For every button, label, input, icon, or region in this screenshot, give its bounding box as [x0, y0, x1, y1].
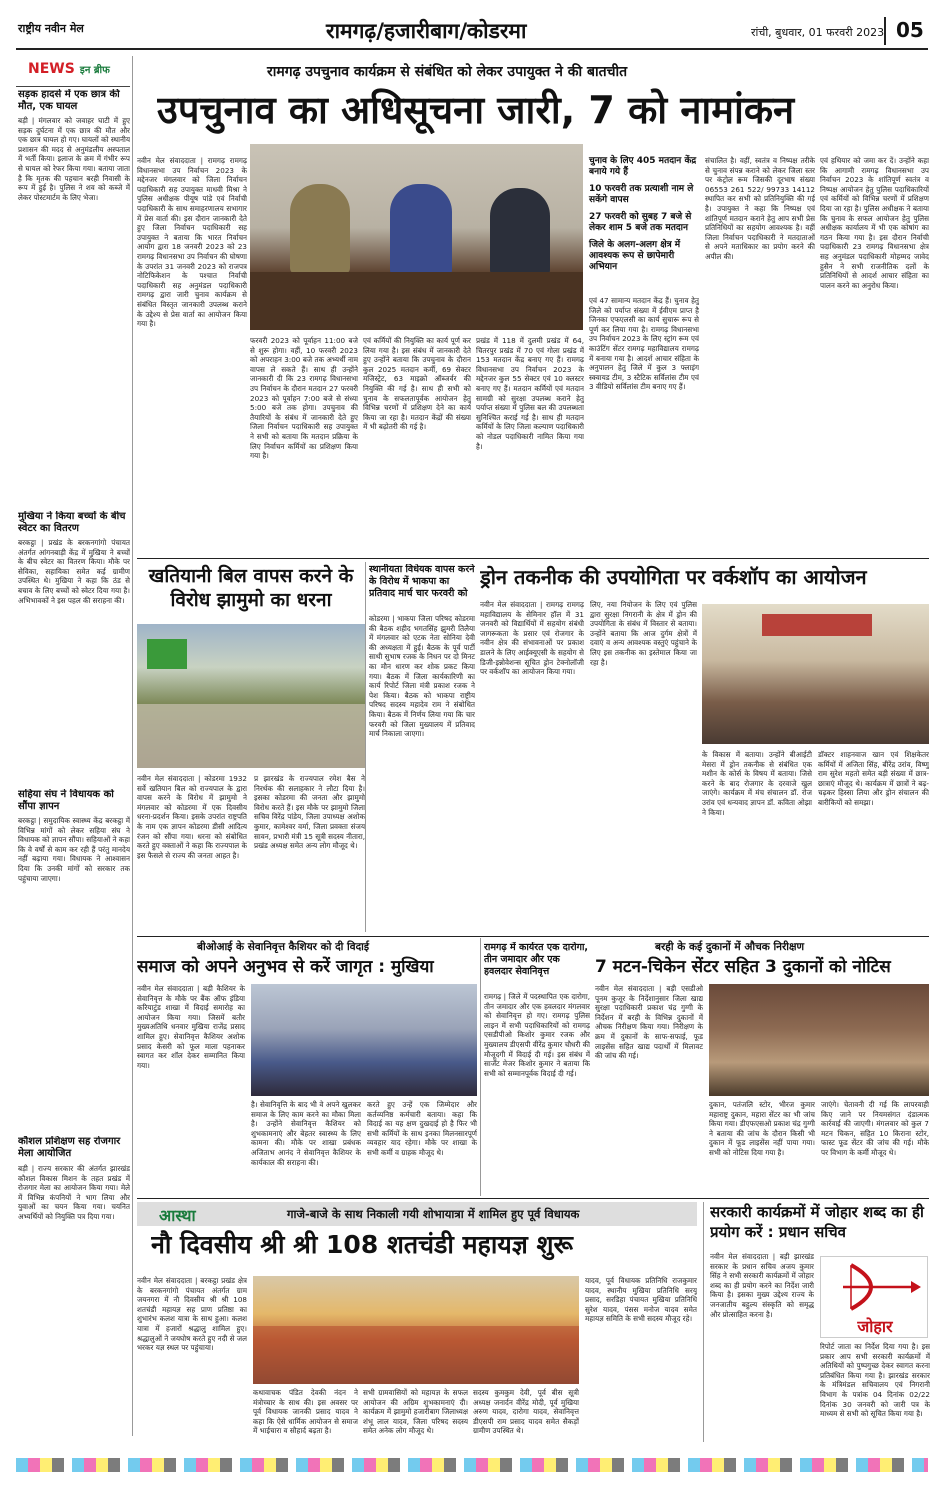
johar-logo — [820, 1256, 928, 1338]
meat-col-2: दुकान, पतंजलि स्टोर, भीरज कुमार महाराष्ट्र दुकान, महारा सेंटर का भी जांच किया गया। डीएफएसओ प्रकाश चंद्र गुग्गी ने बताया की जांच के दौरान किसी भी दुकान में फूड लाइसेंस नहीं पाया गया। सभी को नोटिस दिया गया है। — [709, 1100, 815, 1157]
meat-headline: 7 मटन-चिकेन सेंटर सहित 3 दुकानों को नोटिस — [595, 957, 891, 977]
drone-col-1: नवीन मेल संवाददाता | रामगढ़ रामगढ़ महाविद्यालय के सेमिनार हॉल में 31 जनवरी को विद्यार्थियों में सहयोग संबंधी जागरूकता के प्रसार एवं रोजगार के नवीन क्षेत्र की संभावनाओं पर प्रकाश डालने के लिए आईक्यूएसी के सहयोग से डिजी-इन्नोवेशन्स सूचित ड्रोन टेक्नोलॉजी पर वर्कशॉप का आयोजन किया गया। — [480, 600, 584, 677]
boi-col-3: करते हुए उन्हें एक जिम्मेदार और कर्तव्यनिष्ठ कर्मचारी बताया। कहा कि विदाई का यह क्षण दुखदाई हो है फिर भी सभी कर्मियों के साथ इनका मिलनसारपूर्ण व्यवहार याद रहेगा। मौके पर शाखा के सभी कर्मी व ग्राहक मौजूद थे। — [367, 1100, 477, 1157]
lead-col-2: फरवरी 2023 को पूर्वाहन 11:00 बजे से शुरू होगा। वहीं, 10 फरवरी 2023 को अपराहन 3:00 बजे तक अभ्यर्थी नाम वापस ले सकते हैं। साथ ही उन्होंने जानकारी दी कि 23 रामगढ़ विधानसभा उप निर्वाचन के दौरान मतदान 27 फरवरी 2023 को पूर्वाहन 7:00 बजे से संध्या 5:00 बजे तक होगा। उपचुनाव की तैयारियों के संबंध में जानकारी देते हुए जिला निर्वाचन पदाधिकारी सह उपायुक्त ने सभी को बताया कि मतदान प्रक्रिया के लिए निर्वाचन कर्मियों का प्रशिक्षण किया गया है। — [250, 336, 358, 461]
drone-col-2: लिए, नया नियोजन के लिए एवं पुलिस द्वारा सुरक्षा निगरानी के क्षेत्र में ड्रोन की उपयोगिता के संबंध में विस्तार से बताया। उन्होंने बताया कि आज दुर्गम क्षेत्रों में दवाएं व अन्य आवश्यक वस्तुएं पहुंचाने के लिए इस तकनीक का इस्तेमाल किया जा रहा है। — [590, 600, 697, 667]
bhakpa-headline: स्थानीयता विधेयक वापस करने के विरोध में भाकपा का प्रतिवाद मार्च चार फरवरी को — [369, 564, 475, 599]
khatiyani-col-1: नवीन मेल संवाददाता | कोडरमा 1932 सर्वे खतियान बिल को राज्यपाल के द्वारा वापस करने के विरोध में झामुमो ने मंगलवार को कोडरमा में एक दिवसीय धरना-प्रदर्शन किया। इसके उपरांत राष्ट्रपति के नाम एक ज्ञापन कोडरमा डीसी आदित्य रंजन को सौंपा गया। धरना को संबोधित करते हुए वक्ताओं ने कहा कि राज्यपाल के इस फैसले से राज्य की जनता आहत है। — [137, 774, 247, 860]
lead-story — [137, 56, 929, 556]
brief-label: इन ब्रीफ — [79, 65, 110, 76]
officer-figure-1 — [290, 184, 350, 274]
officer-figure-3 — [490, 188, 550, 276]
lead-side-heads — [589, 156, 699, 273]
boi-col-2: है। सेवानिवृत्ति के बाद भी वे अपने खुलकर समाज के लिए काम करने का मौका मिला है। उन्होंने सेवानिवृत्त कैशियर को शुभकामनाएं और बेहतर स्वास्थ्य के लिए कामना की। मौके पर शाखा प्रबंधक अजिताभ आनंद ने सेवानिवृत्त कैशियर के कार्यकाल की सराहना की। — [251, 1100, 361, 1167]
bhakpa-text: कोडरमा | भाकपा जिला परिषद कोडरमा की बैठक शहीद भगतसिंह झुमरी तिलैया में मंगलवार को एटक नेता सोनिया देवी की अध्यक्षता में हुई। बैठक के पूर्व पार्टी साथी सुभाष रजक के निधन पर दो मिनट का मौन धारण कर शोक प्रकट किया गया। बैठक में जिला कार्यकारिणी का कार्य रिपोर्ट जिला मंत्री प्रकाश रजक ने पेश किया। बैठक को भाकपा राष्ट्रीय परिषद सदस्य महादेव राम ने संबोधित किया। बैठक में निर्णय लिया गया कि चार फरवरी को जिला मुख्यालय में प्रतिवाद मार्च निकाला जाएगा। — [369, 614, 475, 739]
meat-kicker: बरही के कई दुकानों में औचक निरीक्षण — [655, 941, 805, 953]
news-brief-badge — [28, 58, 110, 77]
lead-col-6: संचालित है। वहीं, स्वतंत्र व निष्पक्ष तरीके से चुनाव संपन्न कराने को लेकर जिला स्तर पर कंट्रोल रूम जिसकी दूरभाष संख्या 06553 261 522/ 99733 14112 स्थापित कर सभी को प्रतिनियुक्ति की गई है। उपायुक्त ने कहा कि निष्पक्ष एवं शांतिपूर्ण मतदान कराने हेतु आप सभी प्रेस प्रतिनिधियों का सहयोग आवश्यक है। वहीं जिला निर्वाचन पदाधिकारी ने मतदाताओं से अपने मताधिकार का प्रयोग करने की अपील की। — [705, 156, 815, 261]
divider — [137, 1198, 929, 1199]
divider — [137, 558, 929, 559]
story-khatiyani — [137, 562, 365, 932]
aastha-col-5: यादव, पूर्व विधायक प्रतिनिधि राजकुमार यादव, स्थानीय मुखिया प्रतिनिधि सरयू प्रसाद, सरडिहा पंचायत मुखिया प्रतिनिधि सुरेश यादव, पंसस मनोज यादव समेत महायज्ञ समिति के सभी सदस्य मौजूद रहे। — [585, 1276, 697, 1324]
lead-col-1: नवीन मेल संवाददाता | रामगढ़ रामगढ़ विधानसभा उप निर्वाचन 2023 के मद्देनजर मंगलवार को जिला निर्वाचन पदाधिकारी सह उपायुक्त माधवी मिश्रा ने पुलिस अधीक्षक पीयूष पांडे एवं निर्वाची पदाधिकारी के साथ समाहरणालय सभागार में प्रेस वार्ता की। इस दौरान जानकारी देते हुए जिला निर्वाचन पदाधिकारी सह उपायुक्त ने बताया कि भारत निर्वाचन आयोग द्वारा 18 जनवरी 2023 को 23 रामगढ़ विधानसभा उप निर्वाचन की घोषणा के उपरांत 31 जनवरी 2023 को राजपत्र नोटिफिकेशन के पश्चात निर्वाची पदाधिकारी सह अनुमंडल पदाधिकारी रामगढ़ द्वारा जारी चुनाव कार्यक्रम से संबंधित विस्तृत जानकारी उपलब्ध कराने के उद्देश्य से प्रेस वार्ता का आयोजन किया गया है। — [137, 156, 247, 329]
meat-col-1: नवीन मेल संवाददाता | बड़ी एसडीओ पूनम कुजूर के निर्देशानुसार जिला खाद्य सुरक्षा पदाधिकारी प्रकाश चंद्र गुग्गी के निर्देशन में बरही के विभिन्न दुकानों में औचक निरीक्षण किया गया। निरीक्षण के क्रम में दुकानों के साफ-सफाई, फूड लाइसेंस सहित खाद्य पदार्थों में मिलावट की जांच की गई। — [595, 984, 703, 1061]
story-drone — [480, 562, 929, 932]
drone-col-4: डॉक्टर शाहनवाज खान एवं शिक्षकेतर कर्मियों में अजिता सिंह, बीरेंद्र उरांव, विष्णु राम सुरेश महतो समेत बड़ी संख्या में छात्र-छात्राएं मौजूद थे। कार्यक्रम में छात्रों ने बढ़-चढ़कर हिस्सा लिया और ड्रोन संचालन की बारीकियों को समझा। — [818, 750, 929, 807]
aastha-col-2: कथावाचक पंडित देवकी नंदन ने मंत्रोच्चार के साथ की। इस अवसर पर पूर्व विधायक जानकी प्रसाद यादव ने कहा कि ऐसे धार्मिक आयोजन से समाज में भाईचारा व सौहार्द बढ़ता है। — [253, 1388, 358, 1436]
brief-head-4: कौशल प्रशिक्षण सह रोजगार मेला आयोजित — [18, 1136, 121, 1159]
aastha-kicker: गाजे-बाजे के साथ निकाली गयी शोभायात्रा में शामिल हुए पूर्व विधायक — [287, 1207, 580, 1221]
brief-text-3: बरकट्ठा | समुदायिक स्वास्थ्य केंद्र बरकट्ठा में विभिन्न मांगों को लेकर सहिया संघ ने विधायक को ज्ञापन सौंपा। सहियाओं ने कहा कि वे वर्षों से काम कर रही हैं परंतु मानदेय नहीं बढ़ाया गया। विधायक ने आश्वासन दिया कि उनकी मांगों को सरकार तक पहुंचाया जाएगा। — [18, 816, 130, 883]
johar-headline: सरकारी कार्यक्रमों में जोहार शब्द का ही प्रयोग करें : प्रधान सचिव — [710, 1203, 924, 1241]
aastha-label: आस्था — [159, 1206, 196, 1225]
side-head-2: 10 फरवरी तक प्रत्याशी नाम ले सकेंगे वापस — [589, 184, 694, 205]
workshop-banner — [762, 614, 872, 636]
protest-crowd — [137, 704, 365, 768]
side-head-4: जिले के अलग-अलग क्षेत्र में आवश्यक रूप से छापेमारी अभियान — [589, 240, 681, 272]
page-number: 05 — [896, 18, 924, 42]
officer-figure-2 — [390, 184, 452, 276]
story-police-retire — [480, 938, 590, 1196]
story-aastha — [137, 1202, 697, 1442]
brief-head-1: सड़क हादसे में एक छात्र की मौत, एक घायल — [18, 89, 120, 112]
dateline: रांची, बुधवार, 01 फरवरी 2023 — [751, 26, 885, 39]
side-head-1: चुनाव के लिए 405 मतदान केंद्र बनाये गये हैं — [589, 156, 697, 177]
registration-bar — [16, 1458, 928, 1472]
aastha-col-1: नवीन मेल संवाददाता | बरकट्ठा प्रखंड क्षेत्र के बरकनगांगो पंचायत अंतर्गत ग्राम जयनगरा में नौ दिवसीय श्री श्री 108 शतचंडी महायज्ञ सह प्राण प्रतिष्ठा का शुभारंभ कलश यात्रा के साथ हुआ। कलश यात्रा में हजारों श्रद्धालु शामिल हुए। श्रद्धालुओं ने जयघोष करते हुए नदी से जल भरकर यज्ञ स्थल पर पहुंचाया। — [137, 1276, 247, 1353]
drone-headline: ड्रोन तकनीक की उपयोगिता पर वर्कशॉप का आयोजन — [480, 565, 867, 589]
story-bhakpa — [365, 562, 475, 932]
police-retire-headline: रामगढ़ में कार्यरत एक दारोगा, तीन जमादार और एक हवलदार सेवानिवृत्त — [484, 942, 589, 977]
lead-col-4: प्रखंड में 118 में दुलमी प्रखंड में 64, चितरपुर प्रखंड में 70 एवं गोला प्रखंड में 153 मतदान केंद्र बनाए गए हैं। रामगढ़ विधानसभा उप निर्वाचन 2023 के मद्देनजर कुल 55 सेक्टर एवं 10 क्लस्टर बनाए गए हैं। मतदान कर्मियों एवं मतदान सामग्री को सुरक्षा उपलब्ध कराने हेतु पर्याप्त संख्या में पुलिस बल की उपलब्धता सुनिश्चित कराई गई है। साथ ही मतदान कर्मियों के लिए जिला कल्याण पदाधिकारी को नोडल पदाधिकारी नामित किया गया है। — [476, 336, 584, 451]
story-boi — [137, 938, 477, 1196]
divider — [137, 936, 929, 937]
inspection-photo — [709, 984, 929, 1096]
brief-text-2: बरकट्ठा | प्रखंड के बरकनगांगो पंचायत अंतर्गत आंगनबाड़ी केंद्र में मुखिया ने बच्चों के बीच स्वेटर का वितरण किया। मौके पर सेविका, सहायिका समेत कई ग्रामीण उपस्थित थे। मुखिया ने कहा कि ठंड से बचाव के लिए बच्चों को स्वेटर दिया गया है। अभिभावकों ने इस पहल की सराहना की। — [18, 538, 130, 605]
lead-col-3: एवं कर्मियों की नियुक्ति का कार्य पूर्ण कर लिया गया है। इस संबंध में जानकारी देते हुए उन्होंने बताया कि उपचुनाव के दौरान कुल 2025 मतदान कर्मी, 69 सेक्टर मजिस्ट्रेट, 63 माइक्रो ऑब्जर्वर की नियुक्ति की गई है। साथ ही सभी को चुनाव के सफलतापूर्वक आयोजन हेतु विभिन्न चरणों में प्रशिक्षण देने का कार्य किया जा रहा है। मतदान केंद्रों की संख्या में भी बढ़ोतरी की गई है। — [363, 336, 471, 432]
aastha-col-3: सभी ग्रामवासियों को महायज्ञ के सफल आयोजन की अग्रिम शुभकामनाएं दी। कार्यक्रम में झामुमो हजारीबाग जिलाध्यक्ष शंभू लाल यादव, जिला परिषद सदस्य समेत अनेक लोग मौजूद थे। — [363, 1388, 468, 1436]
procession-crowd — [253, 1326, 579, 1384]
lead-col-5: एवं 47 सामान्य मतदान केंद्र हैं। चुनाव हेतु जिले को पर्याप्त संख्या में ईवीएम प्राप्त है जिनका एफएलसी का कार्य सुचारू रूप से पूर्ण कर लिया गया है। रामगढ़ विधानसभा उप निर्वाचन 2023 के लिए स्ट्रांग रूम एवं काउंटिंग सेंटर रामगढ़ महाविद्यालय रामगढ़ में बनाया गया है। आदर्श आचार संहिता के अनुपालन हेतु जिले में कुल 3 फ्लाइंग स्क्वायड टीम, 3 स्टैटिक सर्विलांस टीम एवं 3 वीडियो सर्विलांस टीम बनाए गए हैं। — [589, 296, 699, 392]
section-title: रामगढ़/हजारीबाग/कोडरमा — [326, 19, 527, 43]
boi-col-1: नवीन मेल संवाददाता | बड़ी कैशियर के सेवानिवृत्त के मौके पर बैंक ऑफ इंडिया करियाटुंड शाखा में विदाई समारोह का आयोजन किया गया। जिसमें बतौर मुख्यअतिथि धनवार मुखिया राजेंद्र प्रसाद शामिल हुए। सेवानिवृत्त कैशियर अशोक प्रसाद केसरी को फूल माला पहनाकर स्वागत कर शॉल देकर सम्मानित किया गया। — [137, 984, 245, 1070]
shobhayatra-photo — [253, 1276, 579, 1384]
brief-head-3: सहिया संघ ने विधायक को सौंपा ज्ञापन — [18, 789, 114, 812]
protest-flags — [147, 639, 187, 669]
story-meat-shops — [595, 938, 929, 1196]
aastha-col-4: सदस्य कुमकुम देवी, पूर्व बीस सूत्री अध्यक्ष जनार्दन वीरेंद्र मोदी, पूर्व मुखिया अरुण यादव, दारोगा यादव, सेवानिवृत्त डीएसपी राम प्रसाद यादव समेत सैकड़ों ग्रामीण उपस्थित थे। — [473, 1388, 579, 1436]
khatiyani-headline: खतियानी बिल वापस करने के विरोध झामुमो का धरना — [148, 565, 354, 611]
meat-col-3: जाएंगे। चेतावनी दी गई कि लापरवाही किए जाने पर नियमसंगत दंडात्मक कार्रवाई की जाएगी। मंगलवार को कुल 7 मटन चिकन, सहित 10 किराना स्टोर, फास्ट फूड सेंटर की जांच की गई। मौके पर विभाग के कर्मी मौजूद थे। — [821, 1100, 929, 1157]
johar-col-1: नवीन मेल संवाददाता | बड़ी झारखंड सरकार के प्रधान सचिव अजय कुमार सिंह ने सभी सरकारी कार्यक्रमों में जोहार शब्द का ही प्रयोग करने का निर्देश जारी किया है। इसका मुख्य उद्देश्य राज्य के जनजातीय बहुल्य संस्कृति को समृद्ध और प्रोत्साहित करना है। — [710, 1252, 814, 1319]
brief-text-4: बड़ी | राज्य सरकार की अंतर्गत झारखंड कौशल विकास मिशन के तहत प्रखंड में रोजगार मेला का आयोजन किया गया। मेले में विभिन्न कंपनियों ने भाग लिया और युवाओं का चयन किया गया। चयनित अभ्यर्थियों को नियुक्ति पत्र दिया गया। — [18, 1164, 130, 1221]
news-label: NEWS — [28, 61, 75, 77]
side-head-3: 27 फरवरी को सुबह 7 बजे से लेकर शाम 5 बजे तक मतदान — [589, 212, 692, 233]
dharna-photo — [137, 624, 365, 768]
police-retire-text: रामगढ़ | जिले में पदस्थापित एक दारोगा, तीन जमादार और एक हवलदार मंगलवार को सेवानिवृत्त हो गए। रामगढ़ पुलिस लाइन में सभी पदाधिकारियों को रामगढ़ एसडीपीओ किशोर कुमार रजक और मुख्यालय डीएसपी वीरेंद्र कुमार चौधरी की मौजूदगी में विदाई दी गई। इस संबंध में सार्जेंट मेजर किशोर कुमार ने बताया कि सभी को सम्मानपूर्वक विदाई दी गई। — [484, 992, 590, 1078]
workshop-photo — [702, 604, 929, 744]
johar-logo-text: जोहार — [857, 1317, 893, 1336]
johar-col-2: रिपोर्ट जाता का निर्देश दिया गया है। इस प्रकार आप सभी सरकारी कार्यक्रमों में अतिथियों को पुष्पगुच्छ देकर स्वागत करना प्रतिबंधित किया गया है। झारखंड सरकार के मंत्रिमंडल सचिवालय एवं निगरानी विभाग के पत्रांक 04 दिनांक 02/22 दिनांक 30 जनवरी को जारी पत्र के माध्यम से सभी को सूचित किया गया है। — [820, 1342, 930, 1419]
bow-arrow-icon — [821, 1257, 929, 1317]
lead-kicker: रामगढ़ उपचुनाव कार्यक्रम से संबंधित को लेकर उपायुक्त ने की बातचीत — [267, 64, 628, 80]
farewell-photo — [251, 984, 477, 1096]
lead-headline: उपचुनाव का अधिसूचना जारी, 7 को नामांकन — [157, 88, 795, 132]
boi-kicker: बीओआई के सेवानिवृत्त कैशियर को दी विदाई — [197, 941, 370, 953]
conference-table — [250, 272, 583, 330]
brief-text-1: बड़ी | मंगलवार को जवाहर घाटी में हुए सड़क दुर्घटना में एक छात्र की मौत और एक छात्र घायल हो गए। घायलों को स्थानीय प्रशासन की मदद से अनुमंडलीय अस्पताल में भर्ती किया। इलाज के क्रम में गंभीर रूप से घायल को रेफर किया गया। बताया जाता है कि मृतक की पहचान बरही निवासी के रूप में हुई है। पुलिस ने शव को कब्जे में लेकर पोस्टमार्टम के लिए भेजा। — [18, 116, 130, 202]
khatiyani-col-2: प्र झारखंड के राज्यपाल रमेश बैस ने निरर्थक की सलाहकार ने लौटा दिया है। इसका कोडरमा की जनता और झामुमो विरोध करते हैं। इस मौके पर झामुमो जिला सचिव विरेंद्र पांडेय, जिला उपाध्यक्ष अशोक कुमार, कामेश्वर वर्मा, जिला प्रवक्ता संजय सावन, प्रभारी मंत्री 15 सूत्री सदस्य नीतारा, प्रखंड अध्यक्ष समेत अन्य लोग मौजूद थे। — [254, 774, 365, 851]
masthead — [16, 14, 928, 50]
drone-col-3: के विकास में बताया। उन्होंने बीआईटी मेसरा में ड्रोन तकनीक से संबंधित एक मशीन के कोर्स के विषय में बताया। जिसे करने के बाद रोजगार के दरवाजे खुल जाएंगे। कार्यक्रम में मंच संचालन डॉ. रोज उरांव एवं धन्यवाद ज्ञापन डॉ. कविता ओझा ने किया। — [702, 750, 812, 817]
brief-head-2: मुखिया ने किया बच्चों के बीच स्वेटर का वितरण — [18, 511, 126, 534]
boi-headline: समाज को अपने अनुभव से करें जागृत : मुखिया — [137, 957, 434, 977]
story-johar — [703, 1202, 929, 1442]
news-brief-column — [16, 56, 133, 1436]
lead-col-7: एवं हथियार को जमा कर दें। उन्होंने कहा कि आगामी रामगढ़ विधानसभा उप निर्वाचन 2023 के शांतिपूर्ण स्वतंत्र व निष्पक्ष आयोजन हेतु पुलिस पदाधिकारियों एवं कर्मियों को विभिन्न चरणों में प्रशिक्षण दिया जा रहा है। पुलिस अधीक्षक ने बताया कि चुनाव के सफल आयोजन हेतु पुलिस अधीक्षक कार्यालय में भी एक कोषांग का गठन किया गया है। इस दौरान निर्वाची पदाधिकारी 23 रामगढ़ विधानसभा क्षेत्र सह अनुमंडल पदाधिकारी मोहम्मद जावेद हुसैन ने सभी राजनीतिक दलों के प्रतिनिधियों से आदर्श आचार संहिता का पालन करने का अनुरोध किया। — [820, 156, 929, 290]
press-conference-photo — [250, 144, 583, 330]
masthead-divider — [884, 17, 886, 45]
paper-logo: राष्ट्रीय नवीन मेल — [18, 22, 84, 35]
aastha-headline: नौ दिवसीय श्री श्री 108 शतचंडी महायज्ञ शुरू — [151, 1230, 573, 1259]
